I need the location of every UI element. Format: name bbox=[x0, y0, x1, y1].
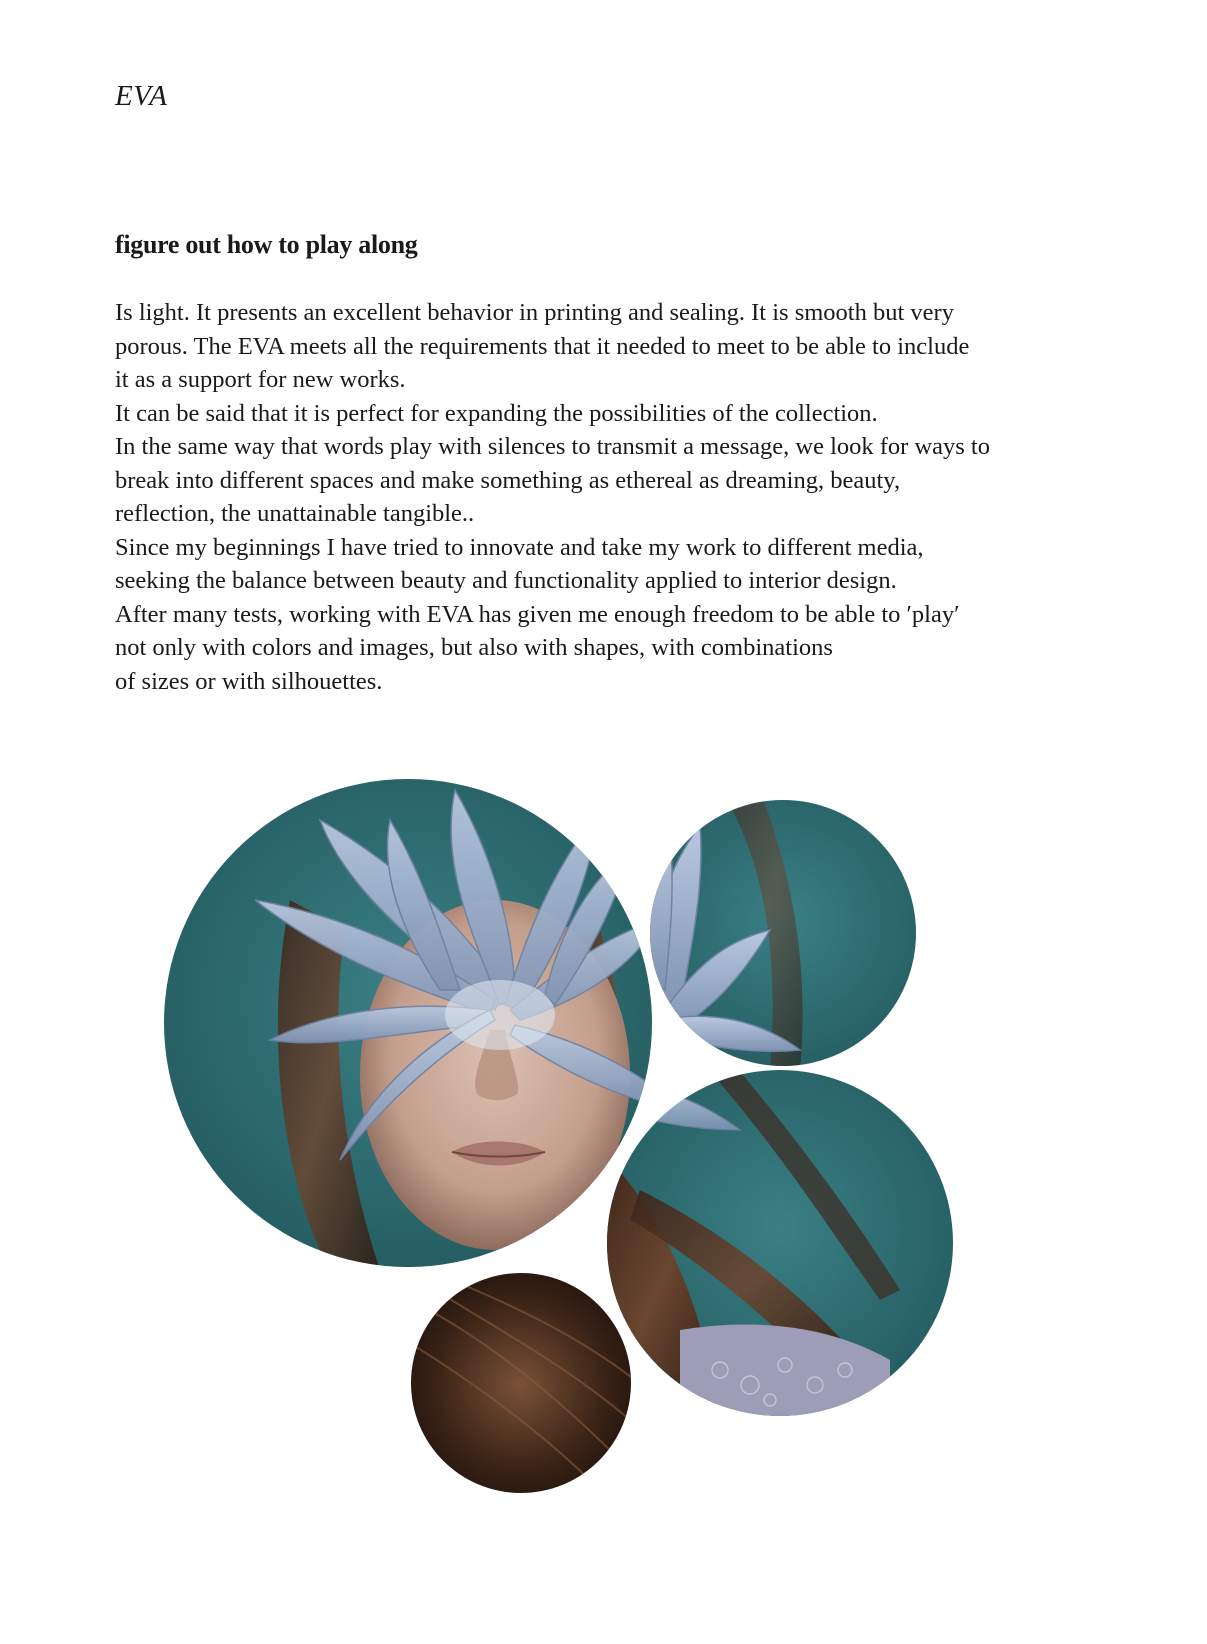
photo-circle-middle-right bbox=[600, 1060, 960, 1425]
section-heading: figure out how to play along bbox=[115, 230, 418, 259]
body-line: of sizes or with silhouettes. bbox=[115, 667, 383, 695]
body-line: After many tests, working with EVA has given me enough freedom to be able to ′play′ bbox=[115, 600, 960, 628]
body-line: It can be said that it is perfect for expanding the possibilities of the collection. bbox=[115, 399, 878, 427]
body-line: reflection, the unattainable tangible.. bbox=[115, 500, 475, 527]
body-line: Since my beginnings I have tried to innovate and take my work to different media, bbox=[115, 533, 924, 561]
photo-circle-bottom bbox=[405, 1270, 635, 1500]
running-head: EVA bbox=[115, 80, 168, 112]
body-line: it as a support for new works. bbox=[115, 366, 406, 393]
body-line: In the same way that words play with silences to transmit a message, we look for ways to bbox=[115, 433, 990, 460]
body-line: not only with colors and images, but also with shapes, with combinations bbox=[115, 634, 833, 661]
body-line: Is light. It presents an excellent behavior in printing and sealing. It is smooth but very bbox=[115, 299, 954, 326]
photo-circle-large bbox=[160, 775, 680, 1275]
body-line: break into different spaces and make something as ethereal as dreaming, beauty, bbox=[115, 466, 901, 494]
body-line: seeking the balance between beauty and functionality applied to interior design. bbox=[115, 567, 897, 594]
body-line: porous. The EVA meets all the requirements that it needed to meet to be able to include bbox=[115, 332, 970, 360]
photo-circle-top-right bbox=[640, 790, 930, 1080]
